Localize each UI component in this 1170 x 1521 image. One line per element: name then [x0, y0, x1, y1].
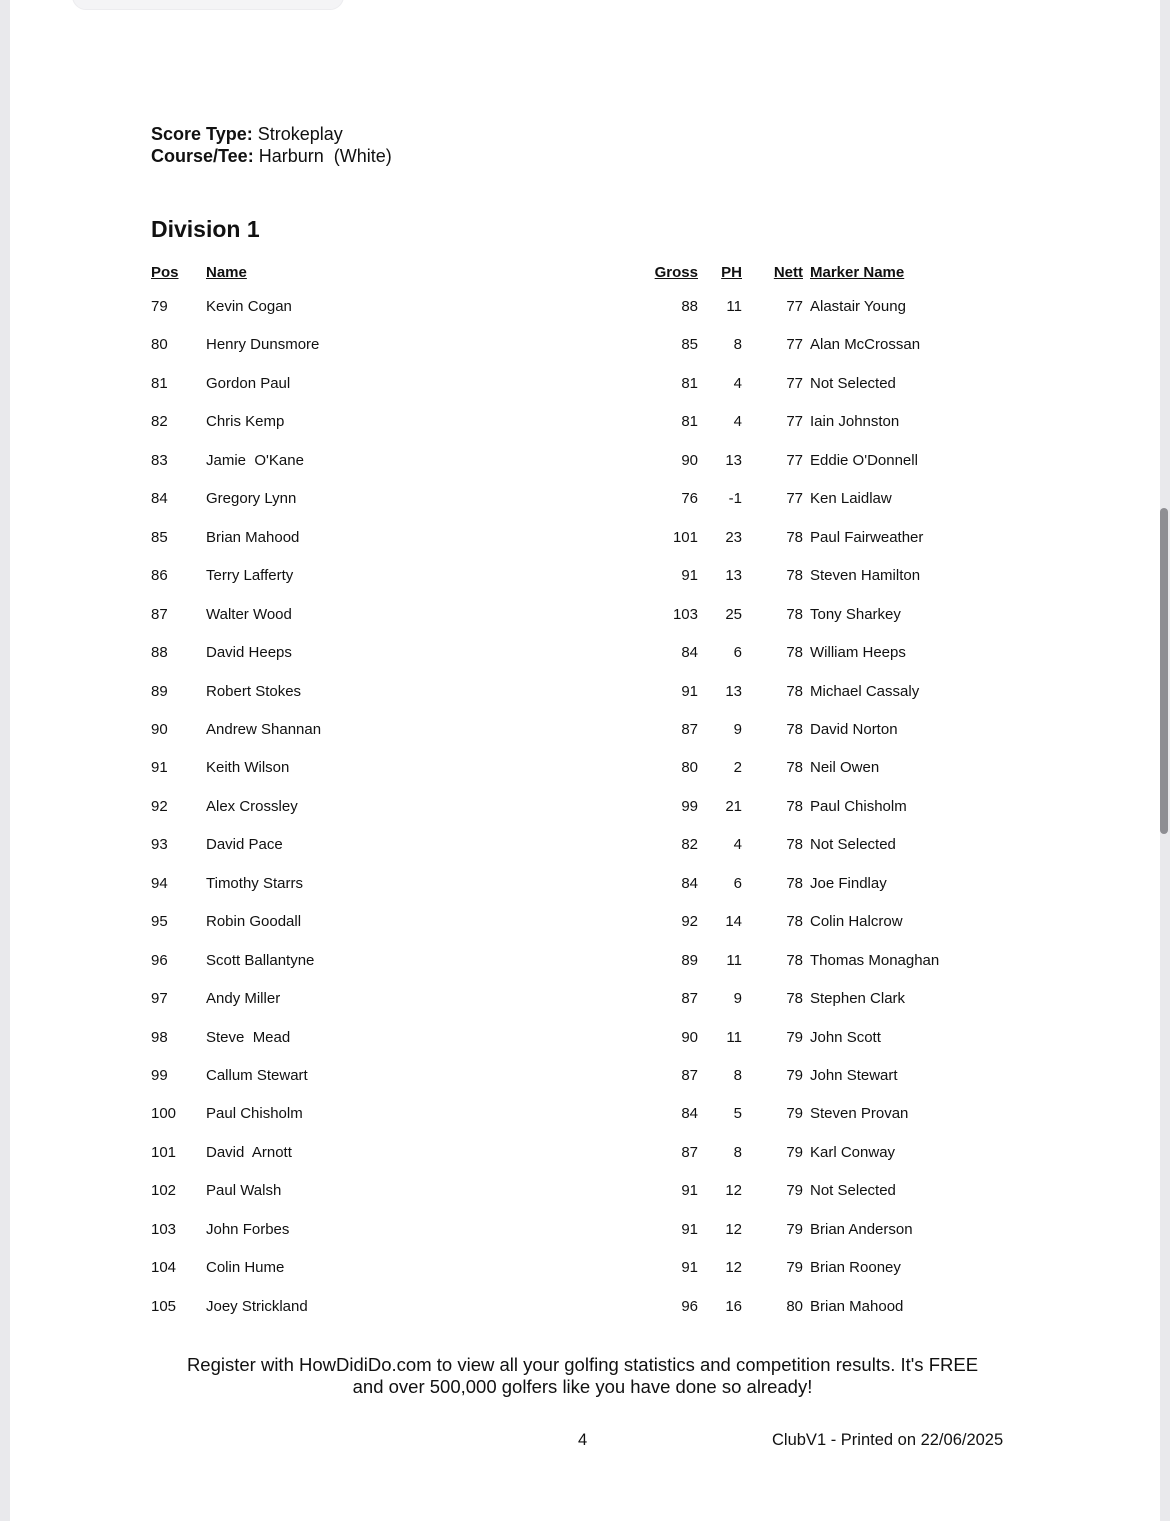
cell-gross: 91 — [681, 1259, 698, 1277]
cell-marker: Not Selected — [810, 374, 896, 392]
cell-ph: 16 — [725, 1297, 742, 1315]
cell-name: Andy Miller — [206, 990, 281, 1008]
cell-ph: 8 — [733, 336, 742, 354]
table-row — [10, 1182, 1160, 1220]
cell-ph: 9 — [733, 990, 742, 1008]
course-label: Course/Tee: — [151, 146, 254, 166]
division-title: Division 1 — [151, 216, 260, 242]
cell-gross: 96 — [681, 1297, 698, 1315]
cell-nett: 79 — [786, 1067, 803, 1084]
toolbar-pill — [72, 0, 344, 10]
table-row — [10, 606, 1160, 644]
table-row — [10, 298, 1160, 336]
cell-nett: 79 — [786, 1259, 803, 1277]
table-row — [10, 1144, 1160, 1182]
cell-marker: Ken Laidlaw — [810, 490, 892, 508]
cell-name: Paul Walsh — [206, 1182, 282, 1200]
cell-ph: -1 — [728, 490, 742, 508]
cell-pos: 96 — [151, 951, 168, 969]
table-row — [10, 567, 1160, 605]
cell-pos: 88 — [151, 644, 168, 662]
cell-pos: 86 — [151, 567, 168, 585]
cell-nett: 78 — [786, 836, 803, 854]
cell-gross: 89 — [681, 951, 698, 969]
cell-nett: 78 — [786, 720, 803, 738]
table-row — [10, 836, 1160, 874]
cell-nett: 78 — [786, 682, 803, 700]
cell-marker: John Stewart — [810, 1067, 898, 1084]
cell-name: Colin Hume — [206, 1259, 285, 1277]
header-ph: PH — [721, 264, 742, 281]
cell-marker: Brian Anderson — [810, 1220, 913, 1238]
cell-name: Chris Kemp — [206, 413, 285, 431]
cell-pos: 79 — [151, 298, 168, 315]
cell-gross: 87 — [681, 1143, 698, 1161]
cell-ph: 6 — [733, 644, 742, 662]
cell-marker: Neil Owen — [810, 759, 880, 777]
cell-ph: 11 — [726, 951, 742, 969]
cell-marker: Steven Provan — [810, 1105, 909, 1123]
table-row — [10, 759, 1160, 797]
cell-marker: Eddie O'Donnell — [810, 451, 918, 469]
cell-ph: 13 — [725, 451, 742, 469]
cell-marker: David Norton — [810, 720, 898, 738]
cell-pos: 104 — [151, 1259, 177, 1277]
cell-marker: Michael Cassaly — [810, 682, 920, 700]
cell-gross: 81 — [681, 374, 698, 392]
cell-gross: 91 — [681, 682, 698, 700]
cell-nett: 78 — [786, 759, 803, 777]
cell-nett: 78 — [786, 567, 803, 585]
cell-nett: 79 — [786, 1182, 803, 1200]
cell-name: Gordon Paul — [206, 374, 291, 392]
cell-marker: Alan McCrossan — [810, 336, 921, 354]
cell-pos: 99 — [151, 1067, 168, 1084]
cell-marker: Not Selected — [810, 1182, 896, 1200]
cell-nett: 77 — [786, 490, 803, 508]
cell-ph: 4 — [733, 836, 742, 854]
cell-pos: 90 — [151, 720, 168, 738]
cell-name: Andrew Shannan — [206, 720, 322, 738]
table-row — [10, 644, 1160, 682]
cell-marker: Colin Halcrow — [810, 913, 903, 931]
cell-nett: 77 — [786, 298, 803, 315]
scrollbar[interactable] — [1156, 0, 1170, 1521]
header-pos: Pos — [151, 264, 179, 281]
course-value: Harburn (White) — [258, 146, 392, 166]
cell-nett: 78 — [786, 874, 803, 892]
table-row — [10, 336, 1160, 374]
table-row — [10, 1221, 1160, 1259]
cell-name: Gregory Lynn — [206, 490, 297, 508]
table-row — [10, 1298, 1160, 1336]
table-row — [10, 1259, 1160, 1297]
table-row — [10, 490, 1160, 528]
cell-gross: 91 — [681, 567, 698, 585]
cell-ph: 5 — [733, 1105, 742, 1123]
cell-name: Walter Wood — [206, 605, 292, 623]
cell-nett: 78 — [786, 605, 803, 623]
table-row — [10, 1105, 1160, 1143]
cell-ph: 8 — [733, 1143, 742, 1161]
table-row — [10, 913, 1160, 951]
cell-pos: 105 — [151, 1297, 177, 1315]
cell-ph: 13 — [725, 682, 742, 700]
cell-name: Robin Goodall — [206, 913, 302, 931]
cell-marker: Paul Fairweather — [810, 528, 924, 546]
cell-ph: 12 — [725, 1182, 742, 1200]
register-line-1: Register with HowDidiDo.com to view all your golfing statistics and competition results. It's FREE — [186, 1354, 979, 1375]
cell-pos: 80 — [151, 336, 168, 354]
cell-nett: 79 — [786, 1220, 803, 1238]
cell-marker: Alastair Young — [810, 298, 906, 315]
cell-ph: 2 — [733, 759, 742, 777]
table-row — [10, 875, 1160, 913]
cell-gross: 99 — [681, 797, 698, 815]
cell-gross: 85 — [681, 336, 698, 354]
cell-pos: 103 — [151, 1220, 177, 1238]
cell-pos: 95 — [151, 913, 168, 931]
cell-marker: Thomas Monaghan — [810, 951, 940, 969]
cell-marker: Iain Johnston — [810, 413, 900, 431]
cell-ph: 6 — [733, 874, 742, 892]
cell-name: Keith Wilson — [206, 759, 290, 777]
cell-name: Paul Chisholm — [206, 1105, 303, 1123]
cell-gross: 87 — [681, 990, 698, 1008]
document-page — [10, 0, 1160, 1521]
cell-marker: John Scott — [810, 1028, 881, 1046]
header-gross: Gross — [654, 264, 698, 281]
header-name: Name — [206, 264, 247, 281]
table-row — [10, 952, 1160, 990]
table-row — [10, 1029, 1160, 1067]
cell-gross: 103 — [672, 605, 698, 623]
score-type-line — [151, 123, 392, 145]
table-row — [10, 375, 1160, 413]
cell-ph: 14 — [725, 913, 742, 931]
cell-nett: 78 — [786, 951, 803, 969]
cell-gross: 92 — [681, 913, 698, 931]
cell-marker: Not Selected — [810, 836, 896, 854]
cell-name: Henry Dunsmore — [206, 336, 320, 354]
table-row — [10, 413, 1160, 451]
cell-marker: Joe Findlay — [810, 874, 887, 892]
header-nett: Nett — [773, 264, 803, 281]
cell-gross: 88 — [681, 298, 698, 315]
cell-name: Alex Crossley — [206, 797, 298, 815]
cell-pos: 102 — [151, 1182, 177, 1200]
cell-gross: 90 — [681, 451, 698, 469]
cell-pos: 97 — [151, 990, 168, 1008]
cell-name: David Heeps — [206, 644, 292, 662]
cell-nett: 77 — [786, 413, 803, 431]
cell-marker: Brian Mahood — [810, 1297, 904, 1315]
cell-name: Joey Strickland — [206, 1297, 308, 1315]
cell-name: Jamie O'Kane — [206, 451, 304, 469]
cell-pos: 101 — [151, 1143, 177, 1161]
cell-gross: 84 — [681, 1105, 698, 1123]
cell-pos: 85 — [151, 528, 168, 546]
cell-gross: 87 — [681, 1067, 698, 1084]
cell-nett: 78 — [786, 528, 803, 546]
cell-nett: 77 — [786, 374, 803, 392]
cell-name: Steve Mead — [206, 1028, 291, 1046]
cell-nett: 80 — [786, 1297, 803, 1315]
register-line-2: and over 500,000 golfers like you have done so already! — [352, 1376, 813, 1397]
cell-nett: 79 — [786, 1105, 803, 1123]
cell-gross: 84 — [681, 644, 698, 662]
header-marker: Marker Name — [810, 264, 905, 281]
table-row — [10, 721, 1160, 759]
cell-gross: 90 — [681, 1028, 698, 1046]
cell-name: Terry Lafferty — [206, 567, 294, 585]
cell-gross: 80 — [681, 759, 698, 777]
cell-pos: 98 — [151, 1028, 168, 1046]
cell-pos: 93 — [151, 836, 168, 854]
cell-marker: Brian Rooney — [810, 1259, 901, 1277]
cell-gross: 81 — [681, 413, 698, 431]
cell-name: Robert Stokes — [206, 682, 302, 700]
cell-pos: 89 — [151, 682, 168, 700]
cell-pos: 91 — [151, 759, 168, 777]
table-row — [10, 529, 1160, 567]
cell-pos: 94 — [151, 874, 168, 892]
cell-gross: 101 — [672, 528, 698, 546]
cell-ph: 25 — [725, 605, 742, 623]
cell-name: Timothy Starrs — [206, 874, 303, 892]
table-row — [10, 452, 1160, 490]
cell-marker: Steven Hamilton — [810, 567, 921, 585]
cell-ph: 11 — [726, 298, 742, 315]
cell-gross: 91 — [681, 1220, 698, 1238]
cell-nett: 77 — [786, 336, 803, 354]
cell-nett: 78 — [786, 913, 803, 931]
cell-pos: 81 — [151, 374, 168, 392]
cell-nett: 79 — [786, 1143, 803, 1161]
cell-name: Scott Ballantyne — [206, 951, 315, 969]
cell-nett: 77 — [786, 451, 803, 469]
cell-name: Brian Mahood — [206, 528, 300, 546]
cell-name: David Arnott — [206, 1143, 292, 1161]
table-row — [10, 1067, 1160, 1105]
cell-gross: 82 — [681, 836, 698, 854]
cell-ph: 11 — [726, 1028, 742, 1046]
page-number: 4 — [578, 1431, 588, 1449]
cell-ph: 13 — [725, 567, 742, 585]
cell-pos: 100 — [151, 1105, 177, 1123]
cell-name: John Forbes — [206, 1220, 290, 1238]
cell-name: Callum Stewart — [206, 1067, 308, 1084]
cell-gross: 76 — [681, 490, 698, 508]
cell-nett: 78 — [786, 797, 803, 815]
table-row — [10, 798, 1160, 836]
cell-marker: Tony Sharkey — [810, 605, 901, 623]
printed-info: ClubV1 - Printed on 22/06/2025 — [772, 1431, 1004, 1449]
score-type-value: Strokeplay — [257, 124, 343, 144]
table-row — [10, 990, 1160, 1028]
cell-nett: 78 — [786, 644, 803, 662]
course-line — [151, 145, 392, 167]
register-message — [160, 1354, 1005, 1398]
cell-ph: 12 — [725, 1220, 742, 1238]
cell-gross: 91 — [681, 1182, 698, 1200]
cell-pos: 82 — [151, 413, 168, 431]
cell-marker: Stephen Clark — [810, 990, 906, 1008]
competition-meta — [151, 123, 392, 167]
cell-pos: 92 — [151, 797, 168, 815]
table-row — [10, 683, 1160, 721]
cell-marker: Paul Chisholm — [810, 797, 907, 815]
cell-nett: 79 — [786, 1028, 803, 1046]
cell-ph: 4 — [733, 374, 742, 392]
cell-ph: 23 — [725, 528, 742, 546]
score-type-label: Score Type: — [151, 124, 253, 144]
cell-pos: 87 — [151, 605, 168, 623]
cell-pos: 84 — [151, 490, 168, 508]
cell-pos: 83 — [151, 451, 168, 469]
cell-ph: 8 — [733, 1067, 742, 1084]
cell-marker: Karl Conway — [810, 1143, 896, 1161]
cell-name: Kevin Cogan — [206, 298, 292, 315]
cell-ph: 21 — [725, 797, 742, 815]
cell-ph: 9 — [733, 720, 742, 738]
cell-name: David Pace — [206, 836, 283, 854]
cell-ph: 4 — [733, 413, 742, 431]
cell-nett: 78 — [786, 990, 803, 1008]
cell-ph: 12 — [725, 1259, 742, 1277]
scrollbar-thumb[interactable] — [1160, 508, 1168, 834]
cell-gross: 87 — [681, 720, 698, 738]
cell-marker: William Heeps — [810, 644, 906, 662]
cell-gross: 84 — [681, 874, 698, 892]
